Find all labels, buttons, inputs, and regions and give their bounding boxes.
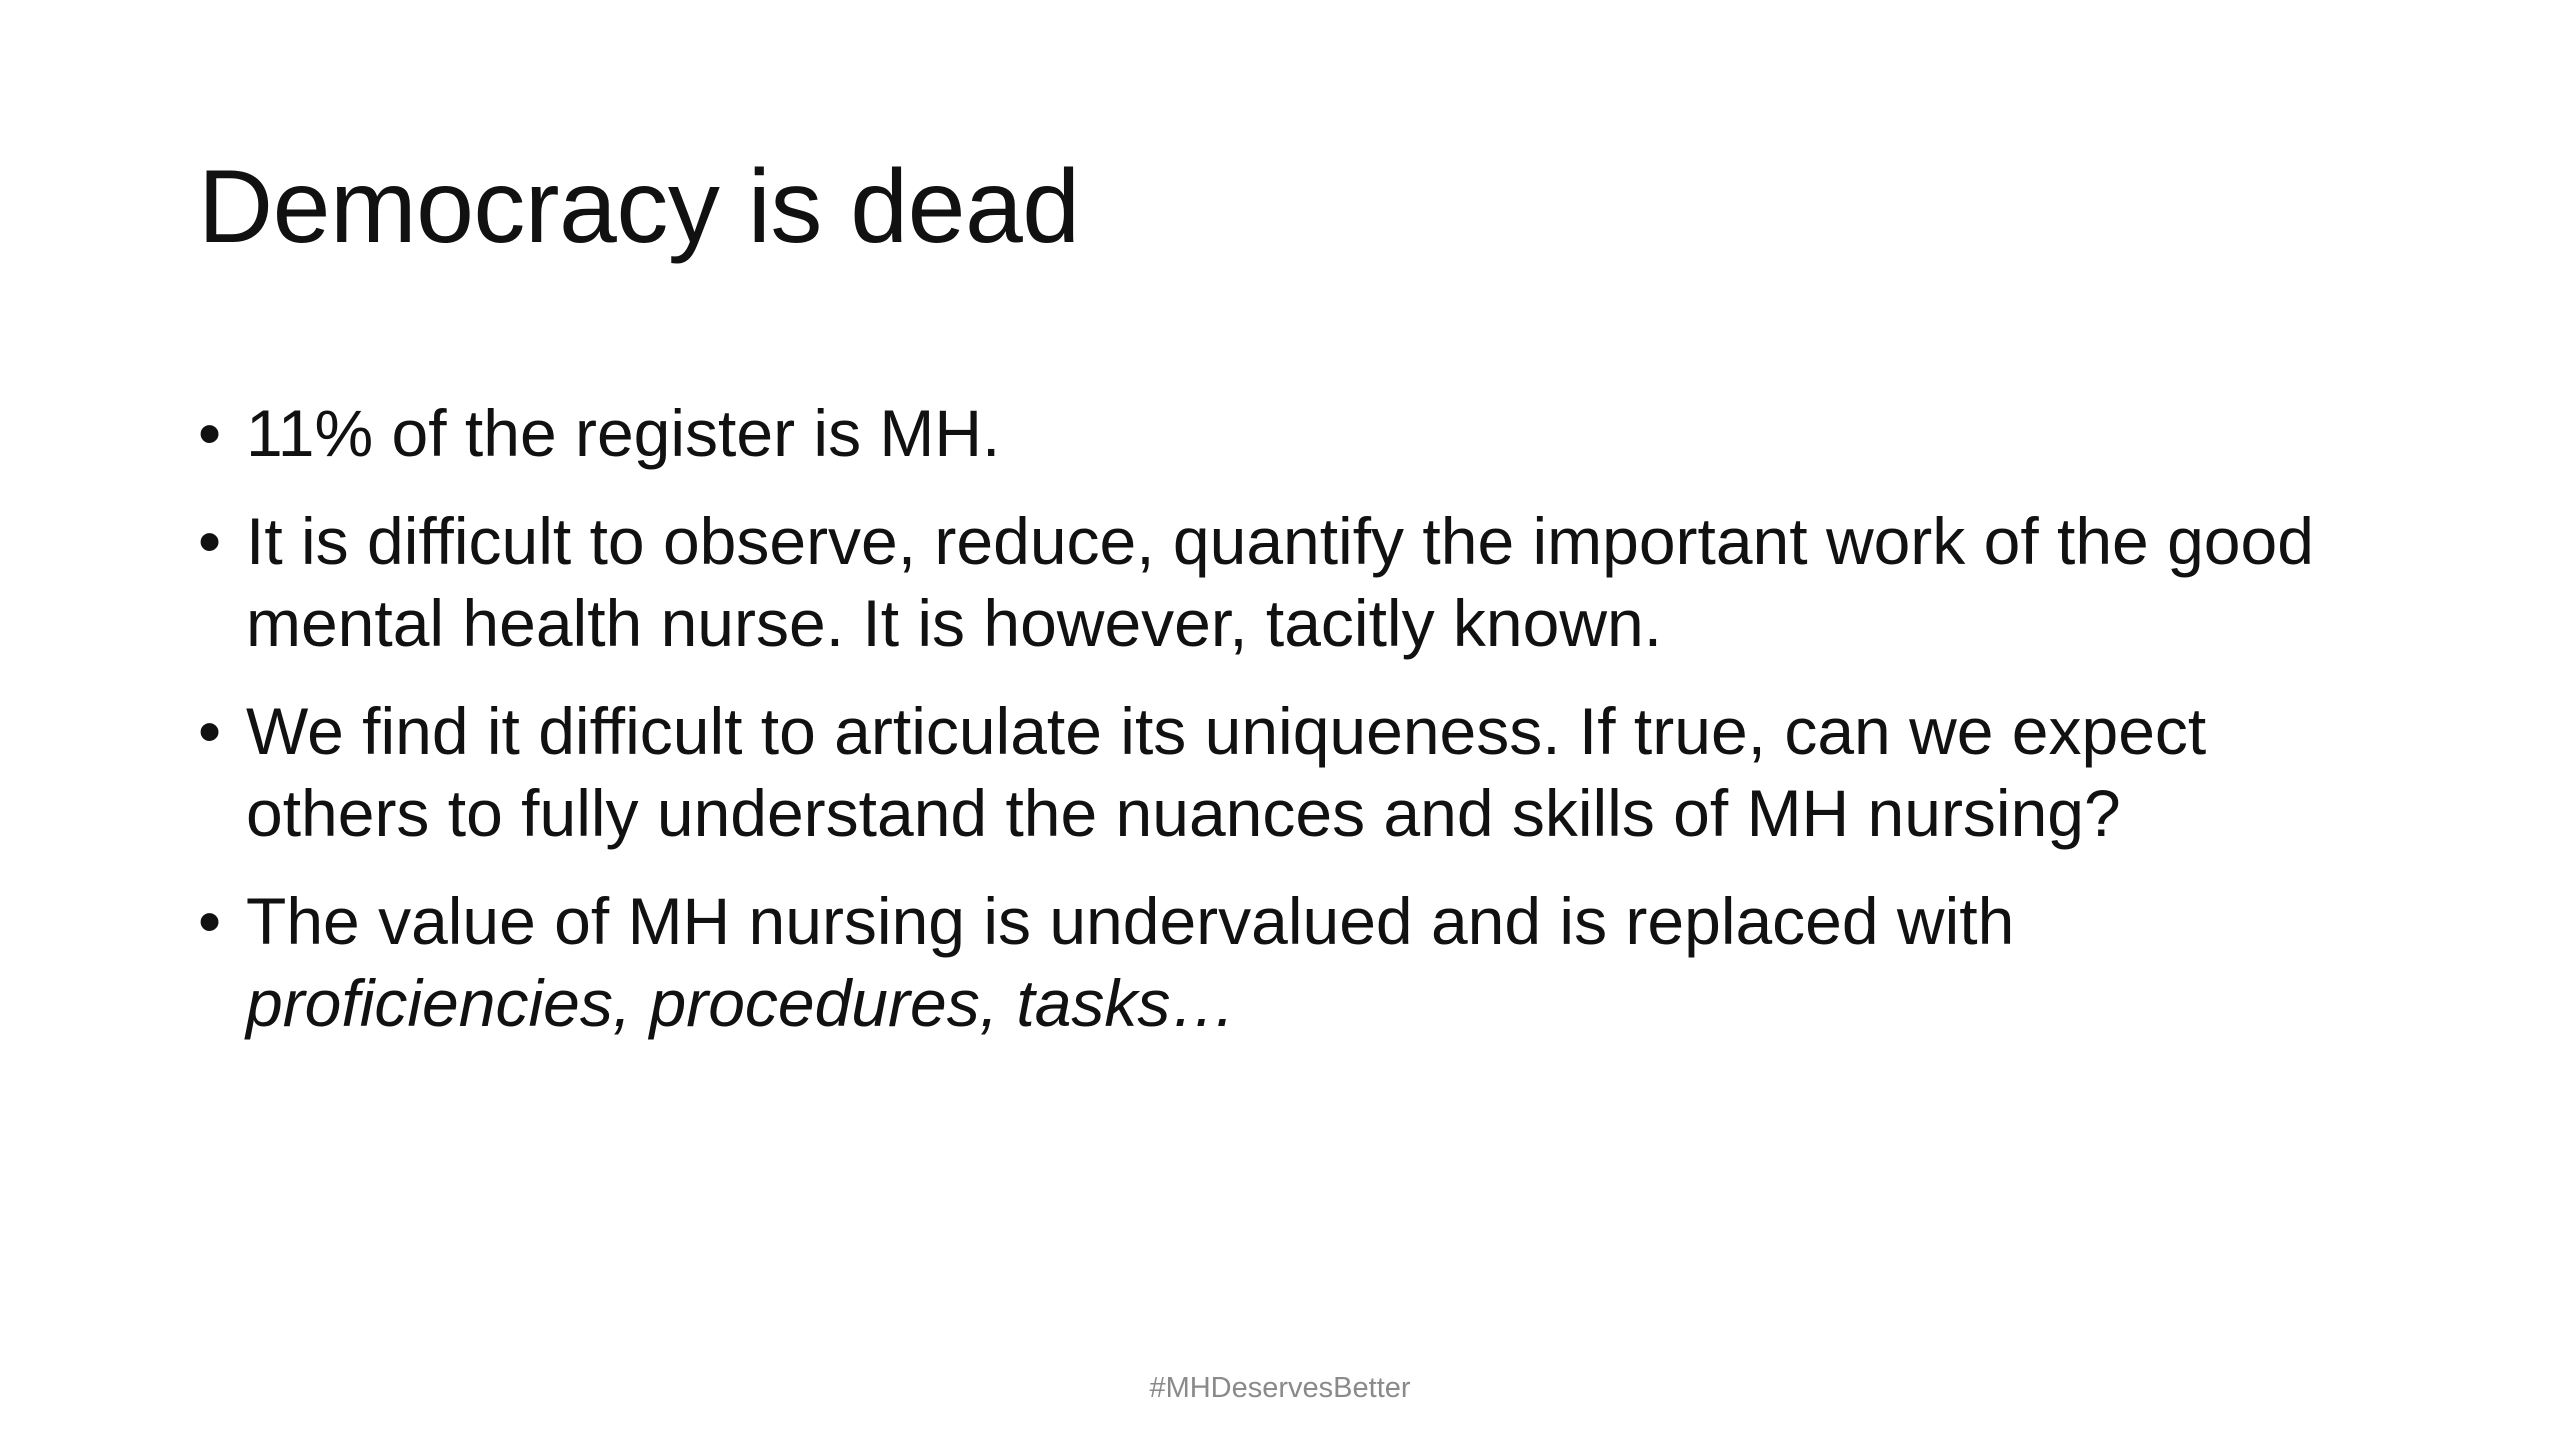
bullet-text: 11% of the register is MH. — [246, 396, 1001, 470]
bullet-marker: • — [198, 504, 222, 578]
slide-title: Democracy is dead — [198, 149, 1080, 265]
bullet-text: We find it difficult to articulate its uniqueness. If true, can we expect others to fully understand the nuances and skills of MH nursing? — [246, 694, 2207, 850]
footer-hashtag: #MHDeservesBetter — [1149, 1372, 1411, 1404]
bullet-marker: • — [198, 884, 222, 958]
bullet-text: The value of MH nursing is undervalued and is replaced with — [246, 884, 2015, 958]
bullet-marker: • — [198, 694, 222, 768]
bullet-item — [198, 880, 2378, 1044]
bullet-text: It is difficult to observe, reduce, quantify the important work of the good mental health nurse. It is however, tacitly known. — [246, 504, 2314, 660]
bullet-marker: • — [198, 396, 222, 470]
bullet-item — [198, 392, 2378, 474]
bullet-list — [198, 392, 2378, 1070]
bullet-item — [198, 690, 2378, 854]
bullet-item — [198, 500, 2378, 664]
bullet-italic-text: proficiencies, procedures, tasks… — [246, 966, 1237, 1040]
